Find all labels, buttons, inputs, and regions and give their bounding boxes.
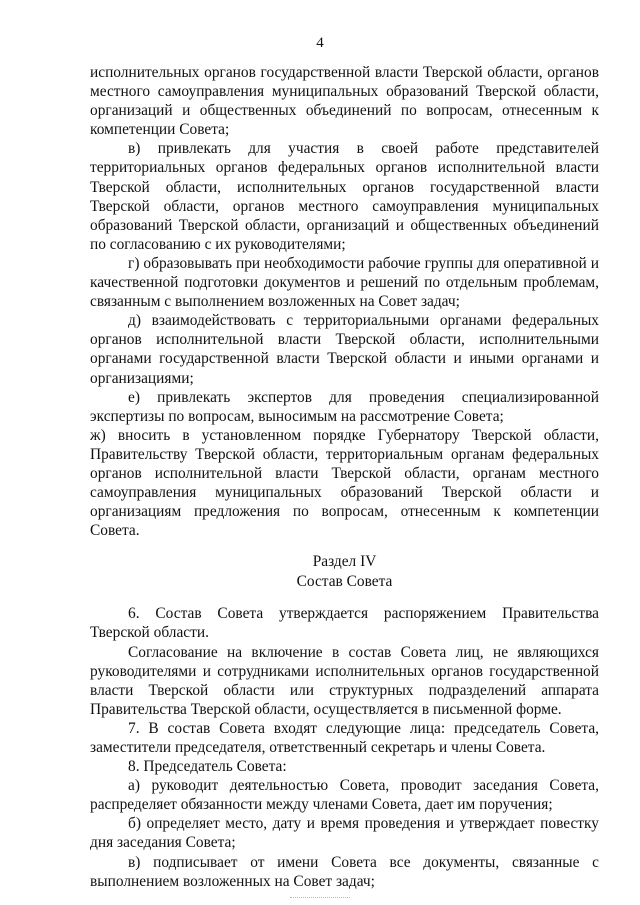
paragraph: д) взаимодействовать с территориальными органами федеральных органов исполнительной власти Тверской области, исполнительными органами государственной власти Тверской области и иными органами и организациями;: [90, 312, 599, 387]
paragraph: ж) вносить в установленном порядке Губернатору Тверской области, Правительству Тверской области, территориальным органам федеральных органов исполнительной власти Тверской области, органам местного самоуправления муниципальных образований Тверской области и организациям предложения по вопросам, отнесенным к компетенции Совета.: [90, 426, 599, 540]
paragraph: в) подписывает от имени Совета все документы, связанные с выполнением возложенных на Совет задач;: [90, 853, 599, 890]
paragraph: 8. Председатель Совета:: [128, 758, 287, 776]
paragraph: Согласование на включение в состав Совета лиц, не являющихся руководителями и сотрудниками исполнительных органов государственной власти Тверской области или структурных подразделений аппарата Правительства Тверской области, осуществляется в письменной форме.: [90, 643, 599, 718]
paragraph: б) определяет место, дату и время проведения и утверждает повестку дня заседания Совета;: [90, 815, 599, 852]
section-number: Раздел IV: [312, 553, 377, 571]
page-number: 4: [316, 35, 324, 51]
document-body: [90, 63, 599, 891]
paragraph: а) руководит деятельностью Совета, проводит заседания Совета, распределяет обязанности между членами Совета, дает им поручения;: [90, 777, 599, 814]
paragraph: е) привлекать экспертов для проведения специализированной экспертизы по вопросам, выносимым на рассмотрение Совета;: [90, 388, 599, 425]
paragraph: г) образовывать при необходимости рабочие группы для оперативной и качественной подготовки документов и решений по отдельным проблемам, связанным с выполнением возложенных на Совет задач;: [90, 254, 599, 311]
section-title: Состав Совета: [296, 573, 393, 591]
paragraph: 7. В состав Совета входят следующие лица: председатель Совета, заместители председателя, ответственный секретарь и члены Совета.: [90, 719, 599, 756]
paragraphs-after-block: [90, 604, 599, 890]
paragraphs-before-block: [90, 63, 599, 540]
paragraph: исполнительных органов государственной власти Тверской области, органов местного самоуправления муниципальных образований Тверской области, организаций и общественных объединений по вопросам, отнесенным к компетенции Совета;: [90, 64, 599, 139]
section-heading: [90, 552, 599, 592]
paragraph: 6. Состав Совета утверждается распоряжением Правительства Тверской области.: [90, 605, 599, 642]
paragraph: в) привлекать для участия в своей работе представителей территориальных органов федеральных органов исполнительной власти Тверской области, исполнительных органов государственной власти Тверской области, органов местного самоуправления муниципальных образований Тверской области, организаций и общественных объединений по согласованию с их руководителями;: [90, 140, 599, 253]
footer-dotted-line: [290, 897, 350, 899]
